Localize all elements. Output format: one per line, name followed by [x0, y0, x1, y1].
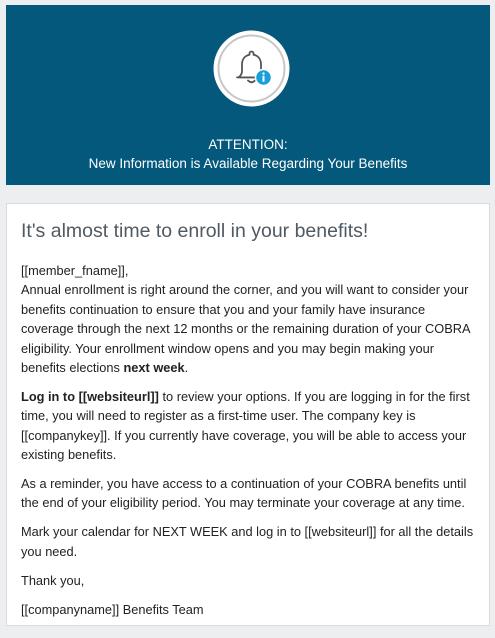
- attention-label: ATTENTION:: [208, 137, 288, 152]
- para1-text: Annual enrollment is right around the corner, and you will want to consider your benefits continuation to ensure that you and your family have insurance coverage through the next 12 months or the remaining duration of your COBRA eligibility. Your enrollment window opens and you may begin making your benefits elections: [21, 282, 470, 376]
- login-instruction: Log in to [[websiteurl]]: [21, 388, 159, 404]
- para1-end: .: [184, 360, 189, 376]
- signature: [[companyname]] Benefits Team: [21, 601, 204, 617]
- para2-text: to review your options. If you are logging in for the first time, you will need to register as a first-time user. The company key is [[companykey]]. If you currently have coverage, you will be able to access your existing benefits.: [21, 388, 470, 463]
- paragraph-reminder: As a reminder, you have access to a continuation of your COBRA benefits until the end of your eligibility period. You may terminate your coverage at any time.: [21, 476, 467, 511]
- attention-banner: [6, 5, 490, 185]
- paragraph-intro: [21, 261, 481, 377]
- bell-info-icon: [212, 29, 291, 108]
- message-card: [6, 203, 490, 626]
- banner-heading: [6, 135, 490, 173]
- banner-subtitle: New Information is Available Regarding Your Benefits: [88, 156, 408, 171]
- paragraph-login: [21, 387, 481, 465]
- message-body: [21, 261, 481, 629]
- greeting: [[member_fname]],: [21, 263, 129, 278]
- card-title: It's almost time to enroll in your benefits!: [21, 220, 369, 242]
- paragraph-calendar: Mark your calendar for NEXT WEEK and log in to [[websiteurl]] for all the details you need.: [21, 524, 474, 559]
- para1-bold: next week: [123, 360, 185, 376]
- closing: Thank you,: [21, 572, 85, 588]
